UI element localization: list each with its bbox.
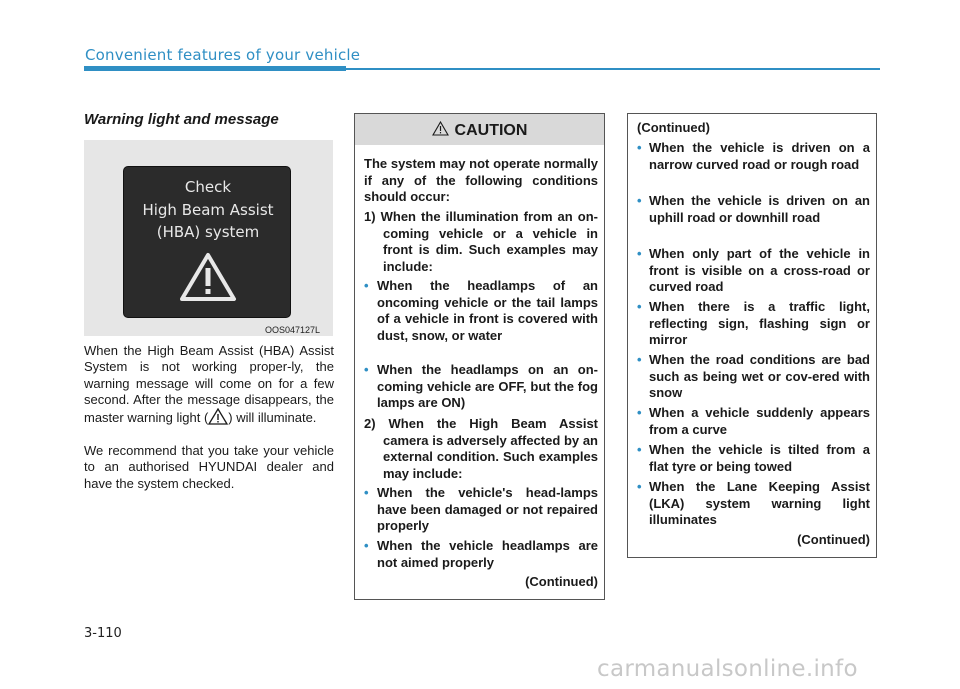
warning-triangle-icon [208, 408, 228, 429]
bullet: • [637, 352, 642, 367]
caution-box [354, 113, 605, 600]
bullet: • [364, 485, 369, 500]
continued-bullet-5: When the road conditions are bad such as being wet or cov-ered with snow [649, 352, 870, 400]
caution-item-2-bullet-2: When the vehicle headlamps are not aimed properly [377, 538, 598, 570]
body-paragraph-1-text: When the High Beam Assist (HBA) Assist System is not working proper-ly, the warning message will come on for a few second. After the message disappears, the master warning light ( [84, 343, 334, 426]
bullet: • [637, 405, 642, 420]
bullet: • [637, 246, 642, 261]
caution-continued: (Continued) [525, 574, 598, 589]
continued-bottom: (Continued) [797, 532, 870, 547]
caution-header [355, 114, 604, 145]
header-rule-thick [84, 66, 346, 71]
continued-box [627, 113, 877, 558]
caution-item-1-bullet-1: When the headlamps of an oncoming vehicle or the tail lamps of a vehicle in front is covered with dust, snow, or water [377, 278, 598, 343]
body-paragraph-2: We recommend that you take your vehicle to an authorised HYUNDAI dealer and have the system checked. [84, 443, 334, 491]
body-paragraph-1-end: ) will illuminate. [228, 410, 317, 426]
continued-bullet-1: When the vehicle is driven on a narrow curved road or rough road [649, 140, 870, 172]
chapter-title: Convenient features of your vehicle [85, 46, 361, 64]
bullet: • [364, 362, 369, 377]
continued-bullet-4: When there is a traffic light, reflecting sign, flashing sign or mirror [649, 299, 870, 347]
header-rule-thin [346, 68, 880, 70]
caution-intro: The system may not operate normally if any of the following conditions should occur: [364, 156, 598, 204]
warning-triangle-icon [178, 251, 238, 303]
continued-bullet-7: When the vehicle is tilted from a flat tyre or being towed [649, 442, 870, 474]
caution-item-1-bullet-2: When the headlamps on an on-coming vehicle are OFF, but the fog lamps are ON) [377, 362, 598, 410]
watermark: carmanualsonline.info [597, 656, 858, 682]
figure-code: OOS047127L [265, 325, 321, 335]
bullet: • [637, 299, 642, 314]
display-line-2: High Beam Assist [142, 201, 274, 219]
bullet: • [364, 278, 369, 293]
continued-top: (Continued) [637, 120, 710, 135]
caution-item-2-bullet-1: When the vehicle's head-lamps have been damaged or not repaired properly [377, 485, 598, 533]
continued-bullet-2: When the vehicle is driven on an uphill road or downhill road [649, 193, 870, 225]
section-title: Warning light and message [84, 111, 279, 128]
warning-triangle-icon [432, 121, 449, 136]
bullet: • [637, 442, 642, 457]
page-number: 3-110 [84, 626, 122, 641]
continued-bullet-3: When only part of the vehicle in front is visible on a cross-road or curved road [649, 246, 870, 294]
bullet: • [637, 140, 642, 155]
continued-bullet-6: When a vehicle suddenly appears from a curve [649, 405, 870, 437]
caution-title: CAUTION [454, 122, 528, 139]
bullet: • [364, 538, 369, 553]
bullet: • [637, 193, 642, 208]
display-line-3: (HBA) system [156, 223, 260, 241]
cluster-display [123, 166, 291, 318]
caution-item-1: 1) When the illumination from an on-coming vehicle or a vehicle in front is dim. Such examples may include: [364, 209, 598, 274]
body-paragraph-1 [84, 343, 334, 429]
caution-item-2: 2) When the High Beam Assist camera is adversely affected by an external condition. Such examples may include: [364, 416, 598, 481]
display-line-1: Check [184, 178, 232, 196]
continued-bullet-8: When the Lane Keeping Assist (LKA) system warning light illuminates [649, 479, 870, 527]
bullet: • [637, 479, 642, 494]
